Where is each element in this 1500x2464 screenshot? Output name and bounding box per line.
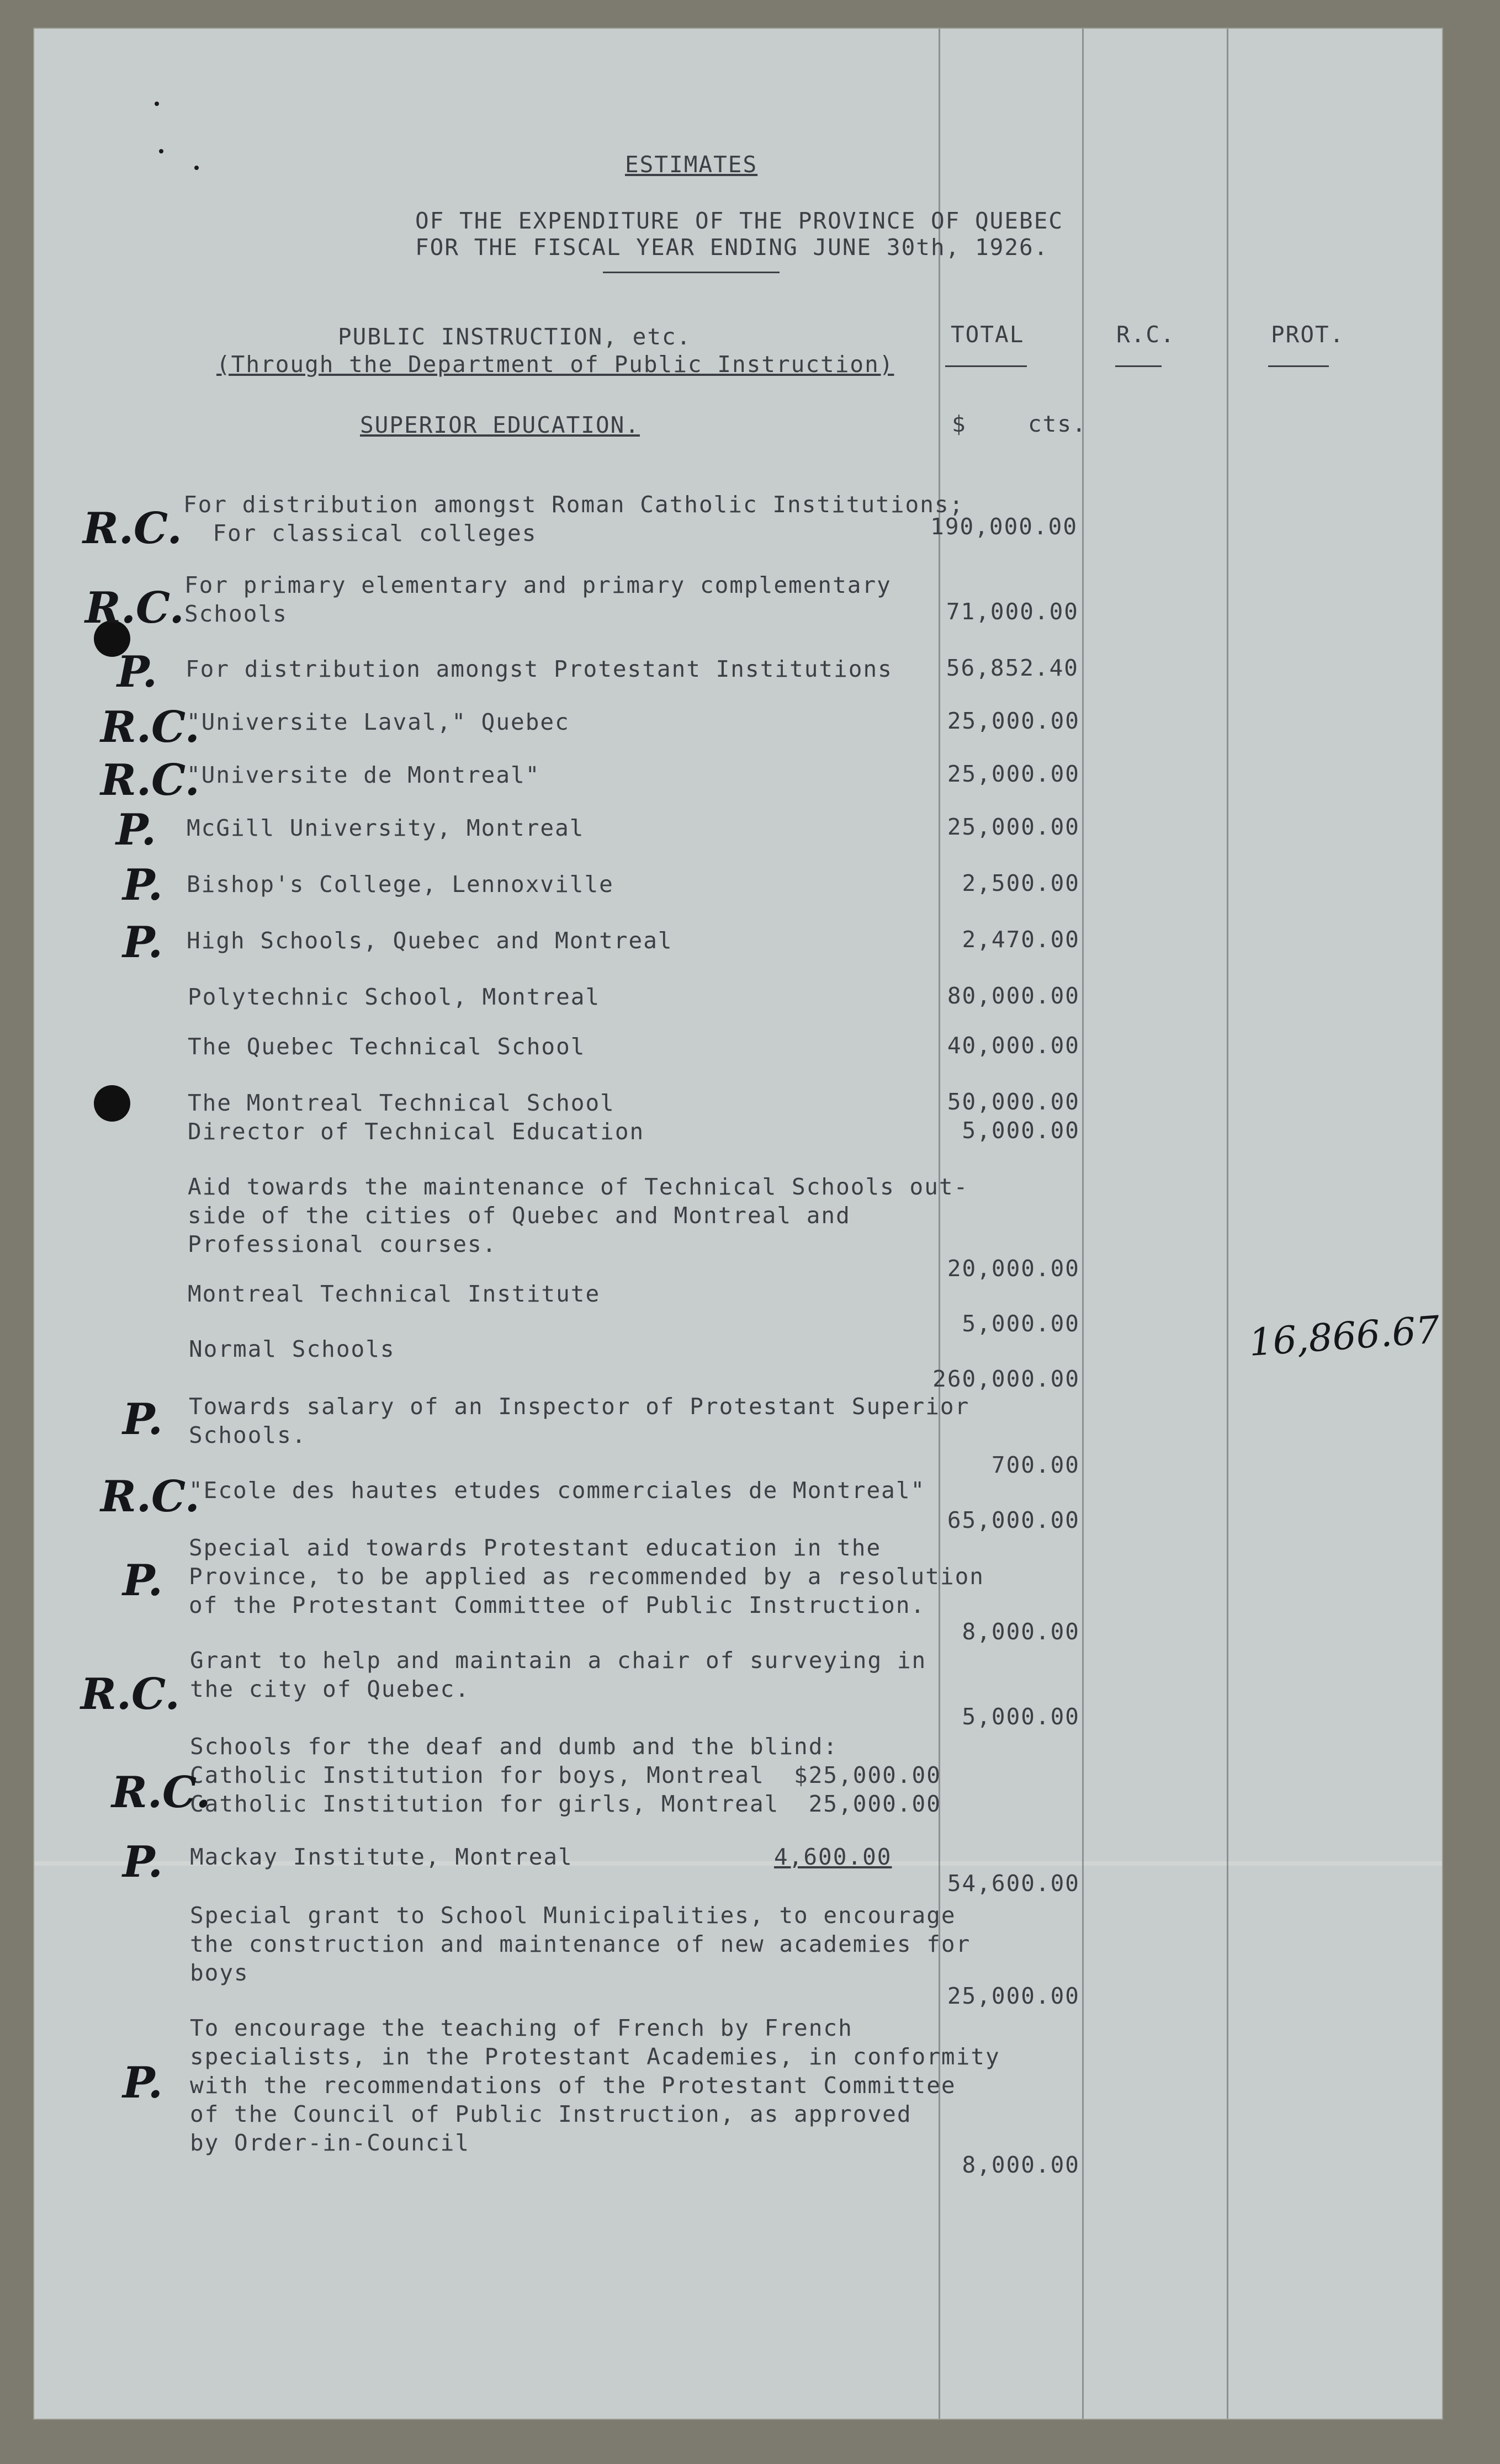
item-8-text: High Schools, Quebec and Montreal bbox=[187, 927, 673, 954]
item-6-text: McGill University, Montreal bbox=[187, 815, 585, 841]
handwritten-margin-note: 16,866.67 bbox=[1247, 1308, 1441, 1365]
column-header-total: TOTAL bbox=[951, 321, 1025, 348]
item-7-text: Bishop's College, Lennoxville bbox=[187, 871, 614, 898]
item-5-amount: 25,000.00 bbox=[947, 761, 1080, 787]
item-21-amount: 25,000.00 bbox=[947, 1983, 1080, 2009]
column-underline-total bbox=[945, 365, 1027, 367]
handwritten-mark-p: P. bbox=[117, 647, 157, 697]
document-subtitle-2: FOR THE FISCAL YEAR ENDING JUNE 30th, 1926. bbox=[415, 234, 1049, 261]
handwritten-mark-rc: R.C. bbox=[100, 1472, 200, 1522]
column-header-rc: R.C. bbox=[1116, 321, 1175, 348]
column-underline-prot bbox=[1268, 365, 1329, 367]
document-page bbox=[34, 29, 1442, 2419]
handwritten-mark-p: P. bbox=[116, 805, 156, 855]
handwritten-mark-p: P. bbox=[123, 2058, 163, 2108]
handwritten-mark-p: P. bbox=[123, 1394, 163, 1445]
item-15-text: Towards salary of an Inspector of Protestant Superior Schools. bbox=[189, 1393, 970, 1448]
item-9-text: Polytechnic School, Montreal bbox=[188, 984, 601, 1010]
column-header-prot: PROT. bbox=[1271, 321, 1345, 348]
column-unit-dollars: $ bbox=[952, 411, 967, 437]
item-14-text: Normal Schools bbox=[189, 1336, 395, 1362]
item-22-text: To encourage the teaching of French by French specialists, in the Protestant Academies, in conformity with the recommendations of the Protestant Committee of the Council of Public Instruction, as approved by Order-in-Council bbox=[190, 2015, 1000, 2156]
column-underline-rc bbox=[1115, 365, 1162, 367]
handwritten-mark-p: P. bbox=[123, 1837, 163, 1887]
item-15-amount: 700.00 bbox=[991, 1452, 1080, 1478]
item-16-text: "Ecole des hautes etudes commerciales de Montreal" bbox=[189, 1477, 926, 1504]
section-subheading: (Through the Department of Public Instruction) bbox=[216, 351, 894, 378]
handwritten-mark-p: P. bbox=[123, 860, 163, 910]
item-1-text: For distribution amongst Roman Catholic Institutions; For classical colleges bbox=[183, 491, 964, 546]
item-10-text: The Quebec Technical School bbox=[188, 1033, 586, 1060]
item-3-amount: 56,852.40 bbox=[946, 655, 1079, 681]
item-18-amount: 5,000.00 bbox=[962, 1703, 1080, 1730]
ink-speck bbox=[194, 166, 199, 170]
header-rule bbox=[603, 272, 780, 273]
document-subtitle-1: OF THE EXPENDITURE OF THE PROVINCE OF QUEBEC bbox=[415, 208, 1064, 234]
item-9-amount: 80,000.00 bbox=[947, 983, 1080, 1009]
handwritten-mark-rc: R.C. bbox=[85, 583, 184, 633]
item-3-text: For distribution amongst Protestant Institutions bbox=[185, 656, 893, 682]
handwritten-mark-p: P. bbox=[123, 917, 163, 968]
item-13-text: Montreal Technical Institute bbox=[188, 1281, 601, 1307]
item-22-amount: 8,000.00 bbox=[962, 2152, 1080, 2178]
item-2-text: For primary elementary and primary complementary Schools bbox=[184, 572, 892, 627]
ink-speck bbox=[155, 102, 159, 106]
item-4-amount: 25,000.00 bbox=[947, 708, 1080, 734]
handwritten-mark-rc: R.C. bbox=[83, 503, 182, 554]
item-21-text: Special grant to School Municipalities, to encourage the construction and maintenance of new academies for boys bbox=[190, 1902, 971, 1986]
handwritten-mark-rc: R.C. bbox=[81, 1669, 180, 1719]
document-title: ESTIMATES bbox=[625, 151, 758, 178]
item-1-amount: 190,000.00 bbox=[930, 513, 1078, 540]
column-rule-rc bbox=[1082, 29, 1084, 2419]
ink-speck bbox=[159, 149, 163, 153]
item-6-amount: 25,000.00 bbox=[947, 814, 1080, 840]
item-8-amount: 2,470.00 bbox=[962, 926, 1080, 953]
item-12-text: Aid towards the maintenance of Technical Schools out- side of the cities of Quebec and Montreal and Professional courses. bbox=[188, 1173, 969, 1257]
column-unit-cents: cts. bbox=[1028, 411, 1087, 437]
item-17-amount: 8,000.00 bbox=[962, 1618, 1080, 1645]
item-16-amount: 65,000.00 bbox=[947, 1507, 1080, 1533]
handwritten-mark-rc: R.C. bbox=[112, 1767, 211, 1818]
punch-hole bbox=[94, 1085, 130, 1122]
item-4-text: "Universite Laval," Quebec bbox=[187, 709, 570, 735]
item-13-amount: 5,000.00 bbox=[962, 1310, 1080, 1337]
item-7-amount: 2,500.00 bbox=[962, 870, 1080, 896]
item-14-amount: 260,000.00 bbox=[932, 1366, 1080, 1392]
item-20-text: Mackay Institute, Montreal bbox=[190, 1844, 573, 1870]
item-10-amount: 40,000.00 bbox=[947, 1032, 1080, 1059]
item-17-text: Special aid towards Protestant education in the Province, to be applied as recommended by a resolution of the Protestant Committee of Public Instruction. bbox=[189, 1534, 984, 1618]
section-heading: PUBLIC INSTRUCTION, etc. bbox=[338, 323, 692, 350]
item-18-text: Grant to help and maintain a chair of surveying in the city of Quebec. bbox=[190, 1647, 927, 1702]
item-20-amount: 54,600.00 bbox=[947, 1870, 1080, 1897]
item-20-subamount: 4,600.00 bbox=[774, 1844, 892, 1870]
item-12-amount: 20,000.00 bbox=[947, 1255, 1080, 1282]
item-11-amount: 50,000.00 bbox=[947, 1088, 1080, 1115]
column-rule-prot bbox=[1227, 29, 1228, 2419]
item-2-amount: 71,000.00 bbox=[946, 598, 1079, 625]
handwritten-mark-rc: R.C. bbox=[100, 755, 200, 805]
item-5-text: "Universite de Montreal" bbox=[187, 762, 540, 788]
item-19-text: Schools for the deaf and dumb and the blind: Catholic Institution for boys, Montreal $25,000.00 Catholic Institution for girls, Montreal 25,000.00 bbox=[190, 1733, 941, 1817]
handwritten-mark-rc: R.C. bbox=[100, 702, 200, 752]
item-11-text: The Montreal Technical School Director of Technical Education bbox=[188, 1090, 645, 1145]
subsection-heading: SUPERIOR EDUCATION. bbox=[360, 412, 640, 438]
item-11-amount-2: 5,000.00 bbox=[962, 1117, 1080, 1144]
handwritten-mark-p: P. bbox=[123, 1555, 163, 1606]
